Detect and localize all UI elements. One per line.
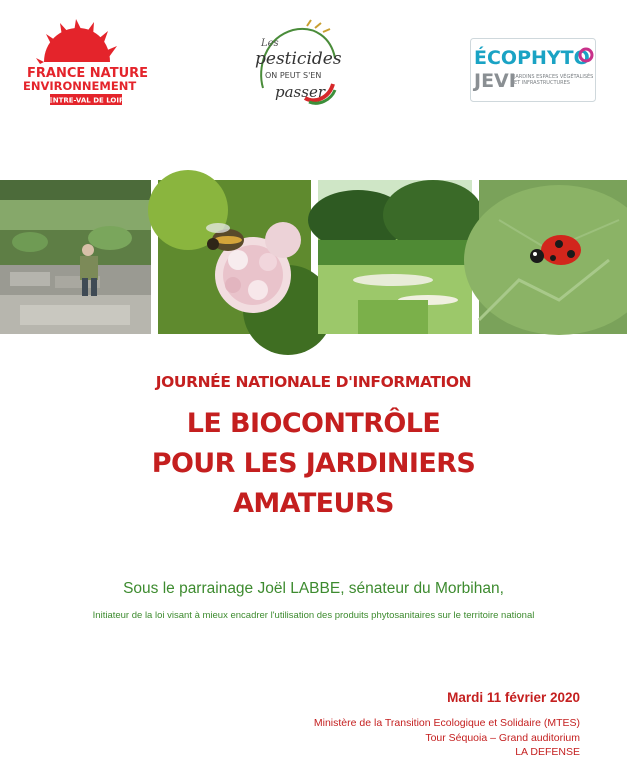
event-subtitle: JOURNÉE NATIONALE D'INFORMATION	[155, 373, 472, 391]
ecophyto-logo	[470, 38, 596, 102]
pest-line4: passer	[275, 83, 325, 101]
fne-region: CENTRE-VAL DE LOIRE	[42, 96, 130, 105]
patronage-text: Sous le parrainage Joël LABBE, sénateur du Morbihan,	[123, 580, 504, 597]
title-line-1: LE BIOCONTRÔLE	[186, 408, 441, 439]
venue-line-2: Tour Séquoia – Grand auditorium	[425, 731, 580, 744]
hedgehog-icon	[36, 19, 117, 64]
event-date: Mardi 11 février 2020	[447, 690, 580, 705]
title-line-3: AMATEURS	[233, 488, 394, 519]
initiator-text: Initiateur de la loi visant à mieux encadrer l'utilisation des produits phytosanitaires sur le territoire national	[92, 610, 535, 621]
meadow-photo	[318, 180, 472, 334]
photo-strip	[0, 180, 627, 334]
pest-line2: pesticides	[255, 49, 342, 69]
eco-brand: ÉCOPHYTO	[474, 47, 590, 69]
fne-logo	[22, 18, 149, 108]
venue-line-3: LA DEFENSE	[515, 746, 580, 758]
eco-tagline2: ET INFRASTRUCTURES	[514, 80, 570, 86]
bee-photo	[158, 180, 311, 334]
fne-line2: ENVIRONNEMENT	[23, 79, 137, 93]
event-title	[0, 404, 627, 524]
pest-line1: Les	[261, 38, 279, 49]
pest-line3: ON PEUT S'EN	[265, 71, 322, 80]
fne-line1: FRANCE NATURE	[27, 66, 149, 81]
ladybird-photo	[479, 180, 627, 334]
garden-photo	[0, 180, 151, 334]
eco-tagline1: JARDINS ESPACES VÉGÉTALISÉS	[514, 74, 594, 80]
pesticides-logo	[245, 18, 345, 110]
title-line-2: POUR LES JARDINIERS	[151, 448, 476, 479]
venue-line-1: Ministère de la Transition Ecologique et Solidaire (MTES)	[313, 717, 580, 729]
event-venue	[314, 716, 580, 760]
eco-sub: JEVI	[474, 70, 516, 92]
